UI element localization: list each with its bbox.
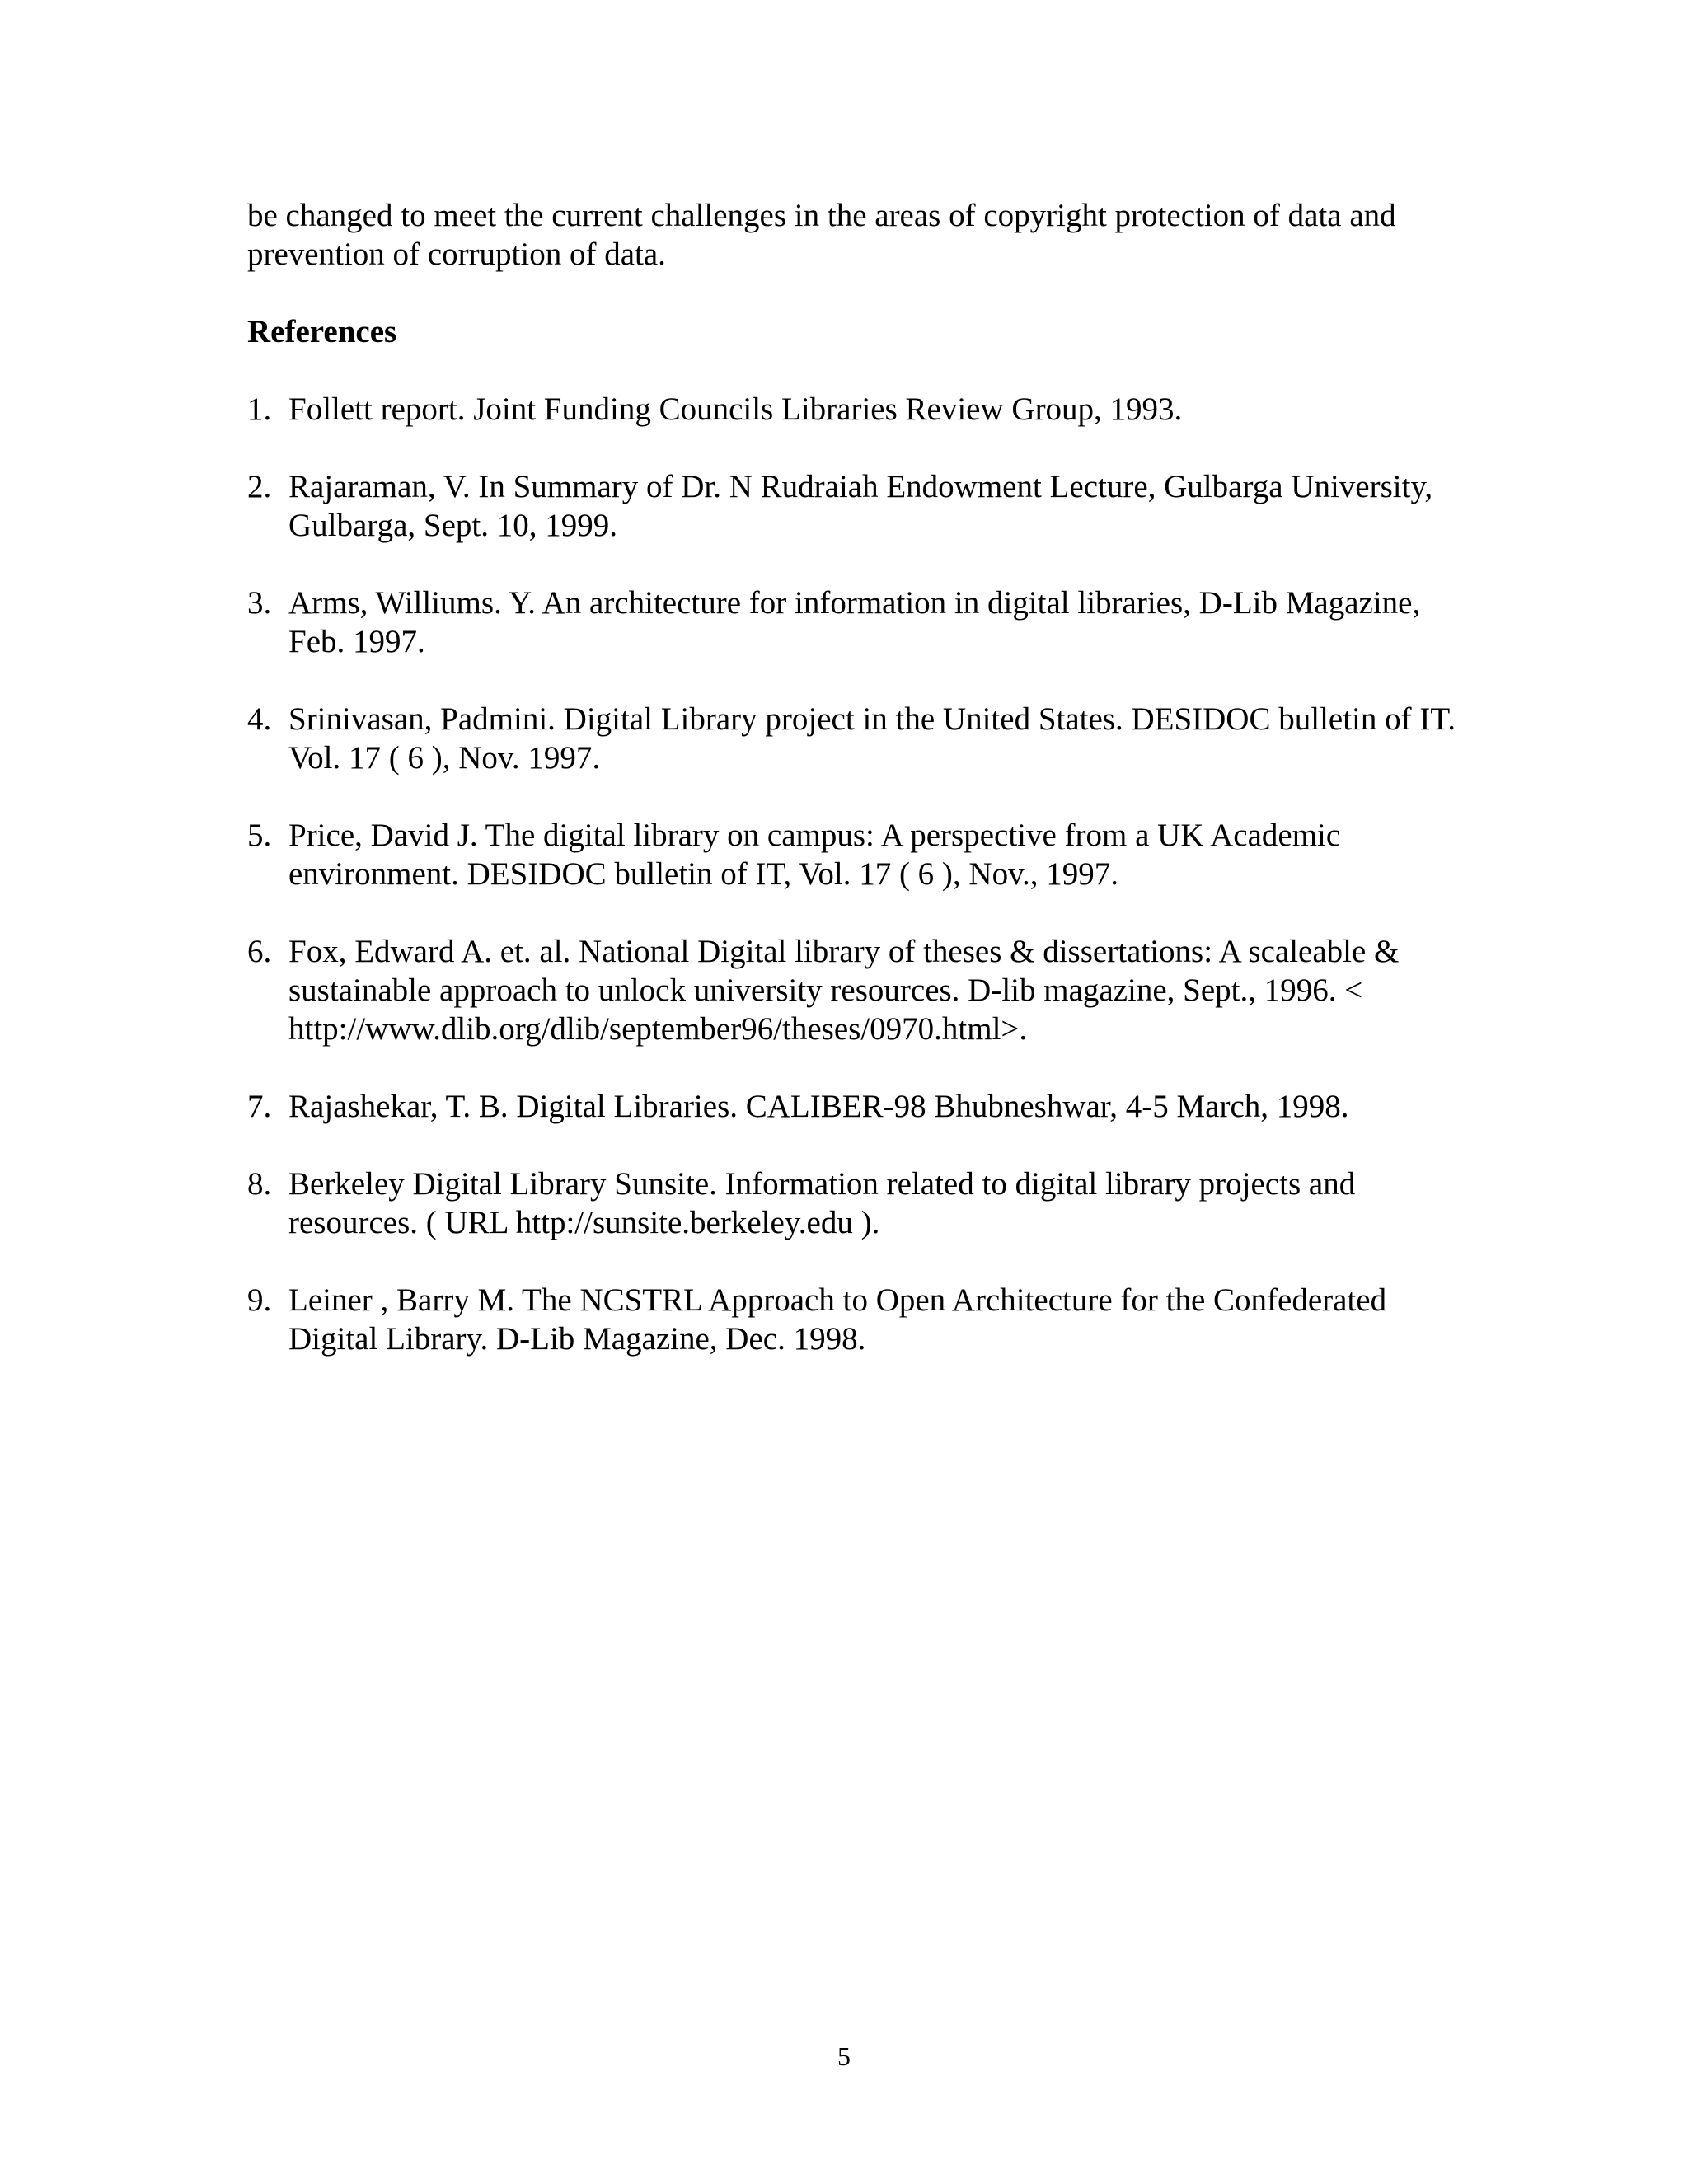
reference-text: Srinivasan, Padmini. Digital Library project in the United States. DESIDOC bulletin of IT. Vol. 17 ( 6 ), Nov. 1997. (288, 701, 1456, 776)
reference-item-6 (247, 932, 1467, 1048)
reference-text: Leiner , Barry M. The NCSTRL Approach to Open Architecture for the Confederated Digital Library. D-Lib Magazine, Dec. 1998. (288, 1282, 1387, 1357)
reference-item-2 (247, 467, 1467, 545)
reference-text: Rajaraman, V. In Summary of Dr. N Rudraiah Endowment Lecture, Gulbarga University, Gulbarga, Sept. 10, 1999. (288, 469, 1433, 543)
reference-number: 4. (247, 701, 272, 737)
reference-number: 3. (247, 585, 272, 621)
reference-number: 8. (247, 1166, 272, 1202)
reference-item-3 (247, 583, 1467, 661)
reference-number: 9. (247, 1282, 272, 1318)
reference-item-8 (247, 1165, 1467, 1242)
page-content (247, 196, 1467, 1397)
reference-number: 6. (247, 934, 272, 969)
reference-number: 7. (247, 1089, 272, 1124)
reference-text: Follett report. Joint Funding Councils Libraries Review Group, 1993. (288, 391, 1183, 427)
reference-item-4 (247, 700, 1467, 777)
reference-number: 1. (247, 391, 272, 427)
reference-list (247, 390, 1467, 1358)
reference-item-1 (247, 390, 1467, 429)
reference-text: Price, David J. The digital library on campus: A perspective from a UK Academic environment. DESIDOC bulletin of IT, Vol. 17 ( 6 ), Nov., 1997. (288, 818, 1341, 892)
reference-text: Rajashekar, T. B. Digital Libraries. CALIBER-98 Bhubneshwar, 4-5 March, 1998. (288, 1089, 1349, 1124)
reference-item-5 (247, 816, 1467, 893)
references-heading: References (247, 314, 397, 349)
page-number: 5 (837, 2041, 851, 2071)
reference-text: Berkeley Digital Library Sunsite. Information related to digital library projects and resources. ( URL http://sunsite.berkeley.edu ). (288, 1166, 1356, 1240)
reference-item-7 (247, 1087, 1467, 1126)
reference-number: 5. (247, 818, 272, 853)
reference-number: 2. (247, 469, 272, 504)
reference-text: Fox, Edward A. et. al. National Digital library of theses & dissertations: A scaleable & sustainable approach to unlock university resources. D-lib magazine, Sept., 1996. < http://www.dlib.org/dlib/september96/theses/0970.html>. (288, 934, 1400, 1047)
reference-text: Arms, Williums. Y. An architecture for information in digital libraries, D-Lib Magazine, Feb. 1997. (288, 585, 1421, 659)
intro-paragraph: be changed to meet the current challenges in the areas of copyright protection of data and prevention of corruption of data. (247, 198, 1396, 272)
reference-item-9 (247, 1281, 1467, 1358)
